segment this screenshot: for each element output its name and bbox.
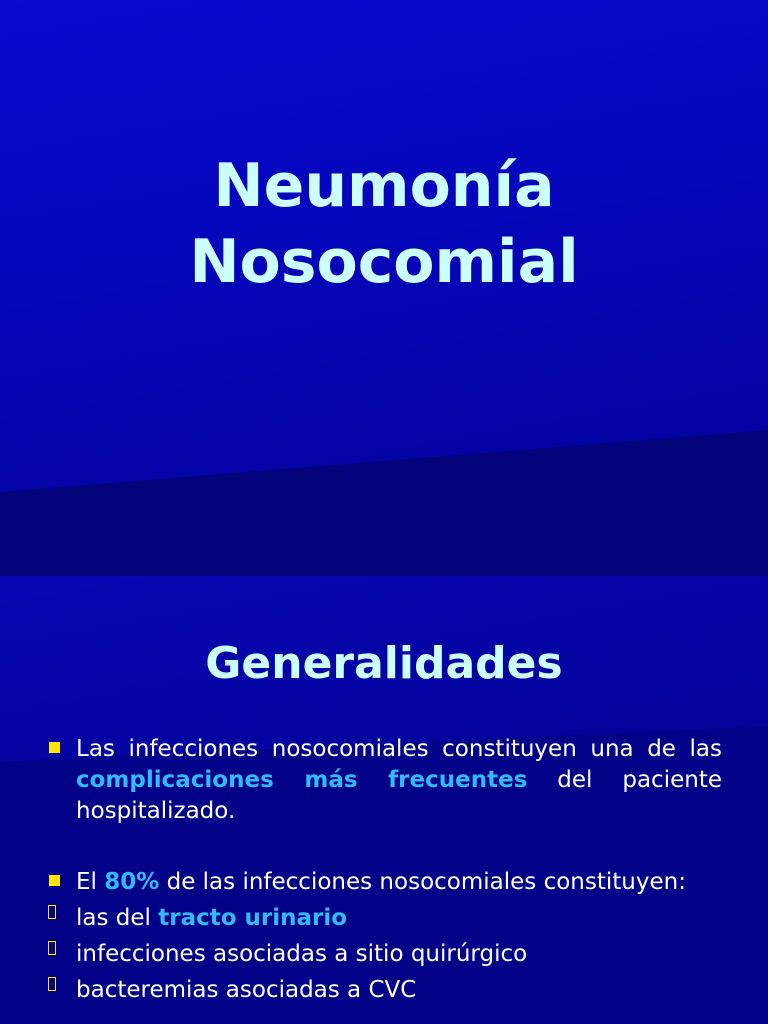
sub-bullet-item-2 bbox=[0, 939, 768, 970]
content-slide bbox=[0, 576, 768, 1024]
bullet-text: de las infecciones nosocomiales constituyen: bbox=[159, 869, 686, 895]
slide-title bbox=[0, 148, 768, 300]
sub-bullet-item-1 bbox=[0, 903, 768, 934]
bullet-text: las del bbox=[76, 905, 159, 931]
decorative-band bbox=[0, 430, 768, 576]
sub-bullet-icon bbox=[48, 977, 56, 991]
bullet-item-2 bbox=[0, 867, 768, 898]
highlight-text: tracto urinario bbox=[158, 905, 348, 931]
bullet-text: bacteremias asociadas a CVC bbox=[76, 977, 417, 1003]
bullet-text: infecciones asociadas a sitio quirúrgico bbox=[76, 941, 528, 967]
square-bullet-icon bbox=[49, 742, 60, 753]
sub-bullet-icon bbox=[48, 905, 56, 919]
title-line-2: Nosocomial bbox=[189, 227, 579, 297]
slide-heading: Generalidades bbox=[205, 638, 563, 689]
sub-bullet-item-3 bbox=[0, 975, 768, 1006]
sub-bullet-icon bbox=[48, 941, 56, 955]
bullet-text: El bbox=[76, 869, 105, 895]
highlight-text: complicaciones más frecuentes bbox=[76, 767, 528, 793]
square-bullet-icon bbox=[49, 875, 60, 886]
bullet-text: Las infecciones nosocomiales constituyen una de las bbox=[76, 736, 722, 762]
bullet-list bbox=[0, 734, 768, 1006]
bullet-text: del paciente hospitalizado. bbox=[76, 767, 722, 824]
title-line-1: Neumonía bbox=[213, 151, 555, 221]
highlight-text: 80% bbox=[104, 869, 160, 895]
bullet-item-1 bbox=[0, 734, 768, 827]
